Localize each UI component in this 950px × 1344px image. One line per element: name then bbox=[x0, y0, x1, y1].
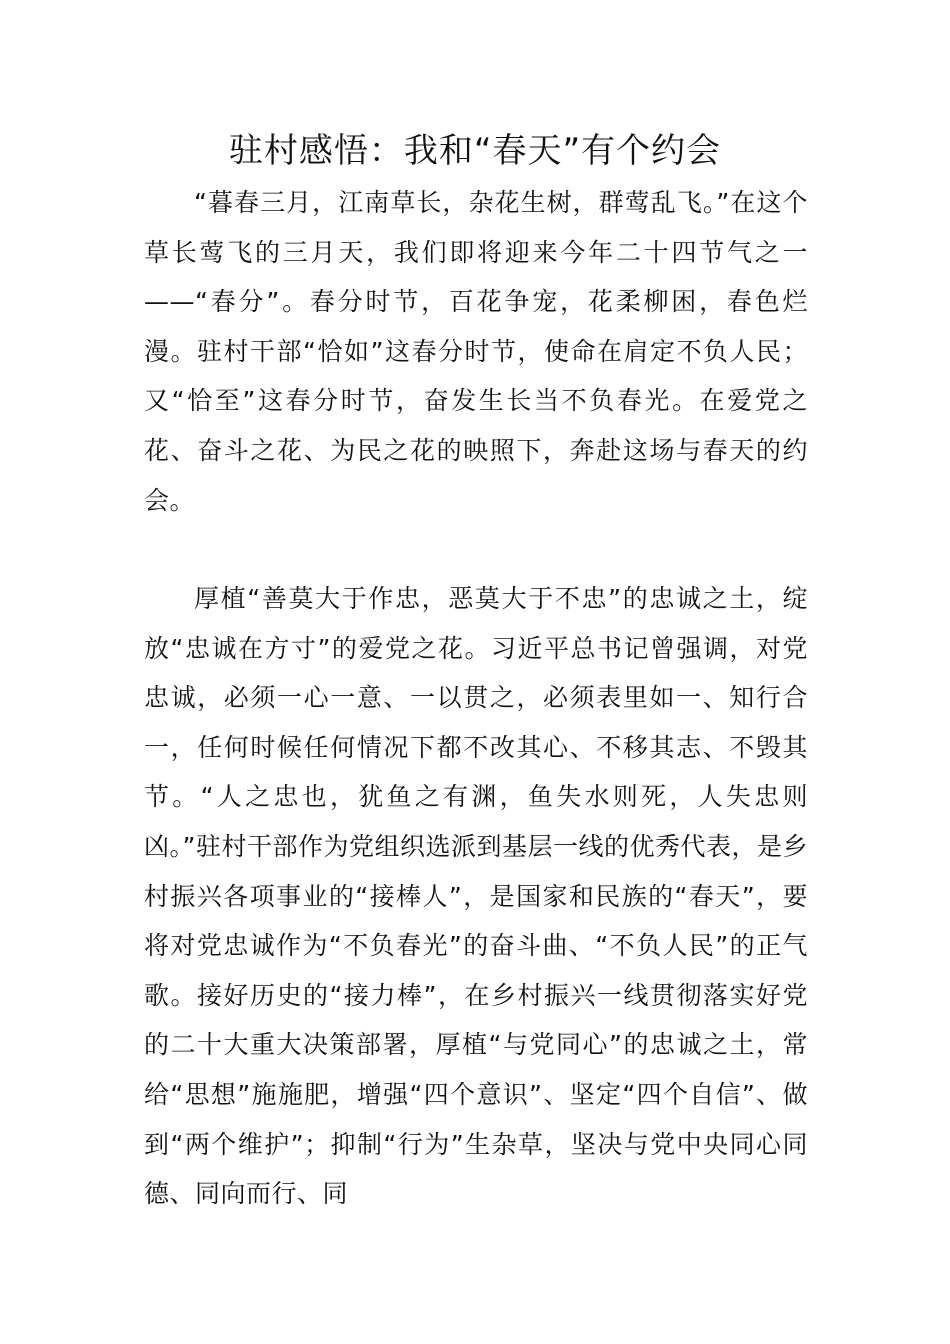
paragraph-2: 厚植“善莫大于作忠，恶莫大于不忠”的忠诚之土，绽放“忠诚在方寸”的爱党之花。习近平总书记曾强调，对党忠诚，必须一心一意、一以贯之，必须表里如一、知行合一，任何时候任何情况下都不改其心、不移其志、不毁其节。“人之忠也，犹鱼之有渊，鱼失水则死，人失忠则凶。”驻村干部作为党组织选派到基层一线的优秀代表，是乡村振兴各项事业的“接棒人”，是国家和民族的“春天”，要将对党忠诚作为“不负春光”的奋斗曲、“不负人民”的正气歌。接好历史的“接力棒”，在乡村振兴一线贯彻落实好党的二十大重大决策部署，厚植“与党同心”的忠诚之土，常给“思想”施施肥，增强“四个意识”、坚定“四个自信”、做到“两个维护”；抑制“行为”生杂草，坚决与党中央同心同德、同向而行、同 bbox=[144, 584, 808, 1209]
paragraph-1-block bbox=[144, 178, 808, 525]
paragraph-2-block bbox=[144, 574, 808, 1219]
paragraph-1: “暮春三月，江南草长，杂花生树，群莺乱飞。”在这个草长莺飞的三月天，我们即将迎来今年二十四节气之一——“春分”。春分时节，百花争宠，花柔柳困，春色烂漫。驻村干部“恰如”这春分时节，使命在肩定不负人民；又“恰至”这春分时节，奋发生长当不负春光。在爱党之花、奋斗之花、为民之花的映照下，奔赴这场与春天的约会。 bbox=[144, 188, 808, 515]
document-title: 驻村感悟：我和“春天”有个约会 bbox=[228, 131, 722, 171]
